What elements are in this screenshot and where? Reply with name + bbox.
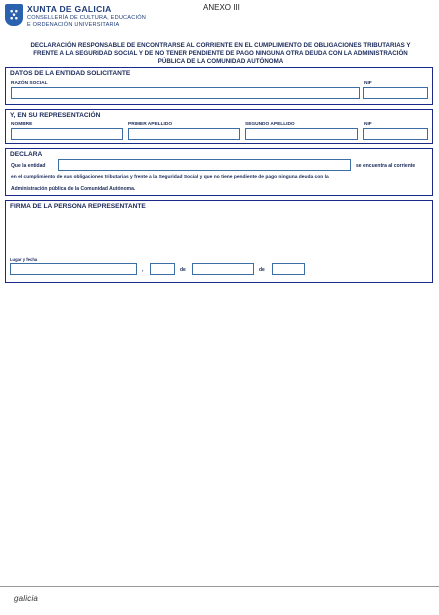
section-declara <box>5 148 433 196</box>
document-title <box>16 42 425 66</box>
declara-line-2: en el cumplimiento de sus obligaciones tributarias y frente a la Seguridad Social y que no tiene pendiente de pago ninguna deuda con la <box>11 175 329 180</box>
nif-label-representante: NIF <box>364 122 372 127</box>
entidad-name-field[interactable] <box>58 159 351 171</box>
nif-field-entidad[interactable] <box>363 87 428 99</box>
nif-field-representante[interactable] <box>363 128 428 140</box>
comma-separator: , <box>142 267 144 273</box>
org-name: XUNTA DE GALICIA <box>27 4 112 14</box>
nombre-label: NOMBRE <box>11 122 33 127</box>
galicia-logo: galicia <box>14 594 39 603</box>
segundo-apellido-label: SEGUNDO APELLIDO <box>245 122 295 127</box>
section-title-representacion: Y, EN SU REPRESENTACIÓN <box>10 112 101 119</box>
section-title-declara: DECLARA <box>10 151 43 158</box>
title-line-3: PÚBLICA DE LA COMUNIDAD AUTÓNOMA <box>157 58 284 65</box>
razon-social-label: RAZÓN SOCIAL <box>11 81 48 86</box>
nombre-field[interactable] <box>11 128 123 140</box>
anio-field[interactable] <box>272 263 305 275</box>
de-text-1: de <box>180 267 186 273</box>
que-la-entidad-text: Que la entidad <box>11 163 46 169</box>
title-line-2: FRENTE A LA SEGURIDAD SOCIAL Y DE NO TENER PENDIENTE DE PAGO NINGUNA OTRA DEUDA CON LA ADMINISTRACIÓN <box>33 50 408 57</box>
primer-apellido-field[interactable] <box>128 128 240 140</box>
title-line-1: DECLARACIÓN RESPONSABLE DE ENCONTRARSE AL CORRIENTE EN EL CUMPLIMIENTO DE OBLIGACIONES TRIBUTARIAS Y <box>30 42 411 49</box>
section-representacion <box>5 109 433 144</box>
dia-field[interactable] <box>150 263 175 275</box>
footer-divider <box>0 586 439 587</box>
nif-label-entidad: NIF <box>364 81 372 86</box>
section-entidad <box>5 67 433 105</box>
anexo-label: ANEXO III <box>203 3 240 12</box>
segundo-apellido-field[interactable] <box>245 128 358 140</box>
xunta-emblem-icon <box>5 4 23 26</box>
department-line-2: E ORDENACIÓN UNIVERSITARIA <box>27 22 120 28</box>
de-text-2: de <box>259 267 265 273</box>
lugar-field[interactable] <box>10 263 137 275</box>
primer-apellido-label: PRIMER APELLIDO <box>128 122 173 127</box>
mes-field[interactable] <box>192 263 254 275</box>
section-firma <box>5 200 433 283</box>
section-title-entidad: DATOS DE LA ENTIDAD SOLICITANTE <box>10 70 131 77</box>
se-encuentra-text: se encuentra al corriente <box>356 163 416 169</box>
lugar-fecha-label: Lugar y fecha <box>10 257 38 262</box>
section-title-firma: FIRMA DE LA PERSONA REPRESENTANTE <box>10 203 146 210</box>
department-line-1: CONSELLERÍA DE CULTURA, EDUCACIÓN <box>27 15 147 21</box>
declara-line-3: Administración pública de la Comunidad Autónoma. <box>11 186 136 192</box>
razon-social-field[interactable] <box>11 87 360 99</box>
